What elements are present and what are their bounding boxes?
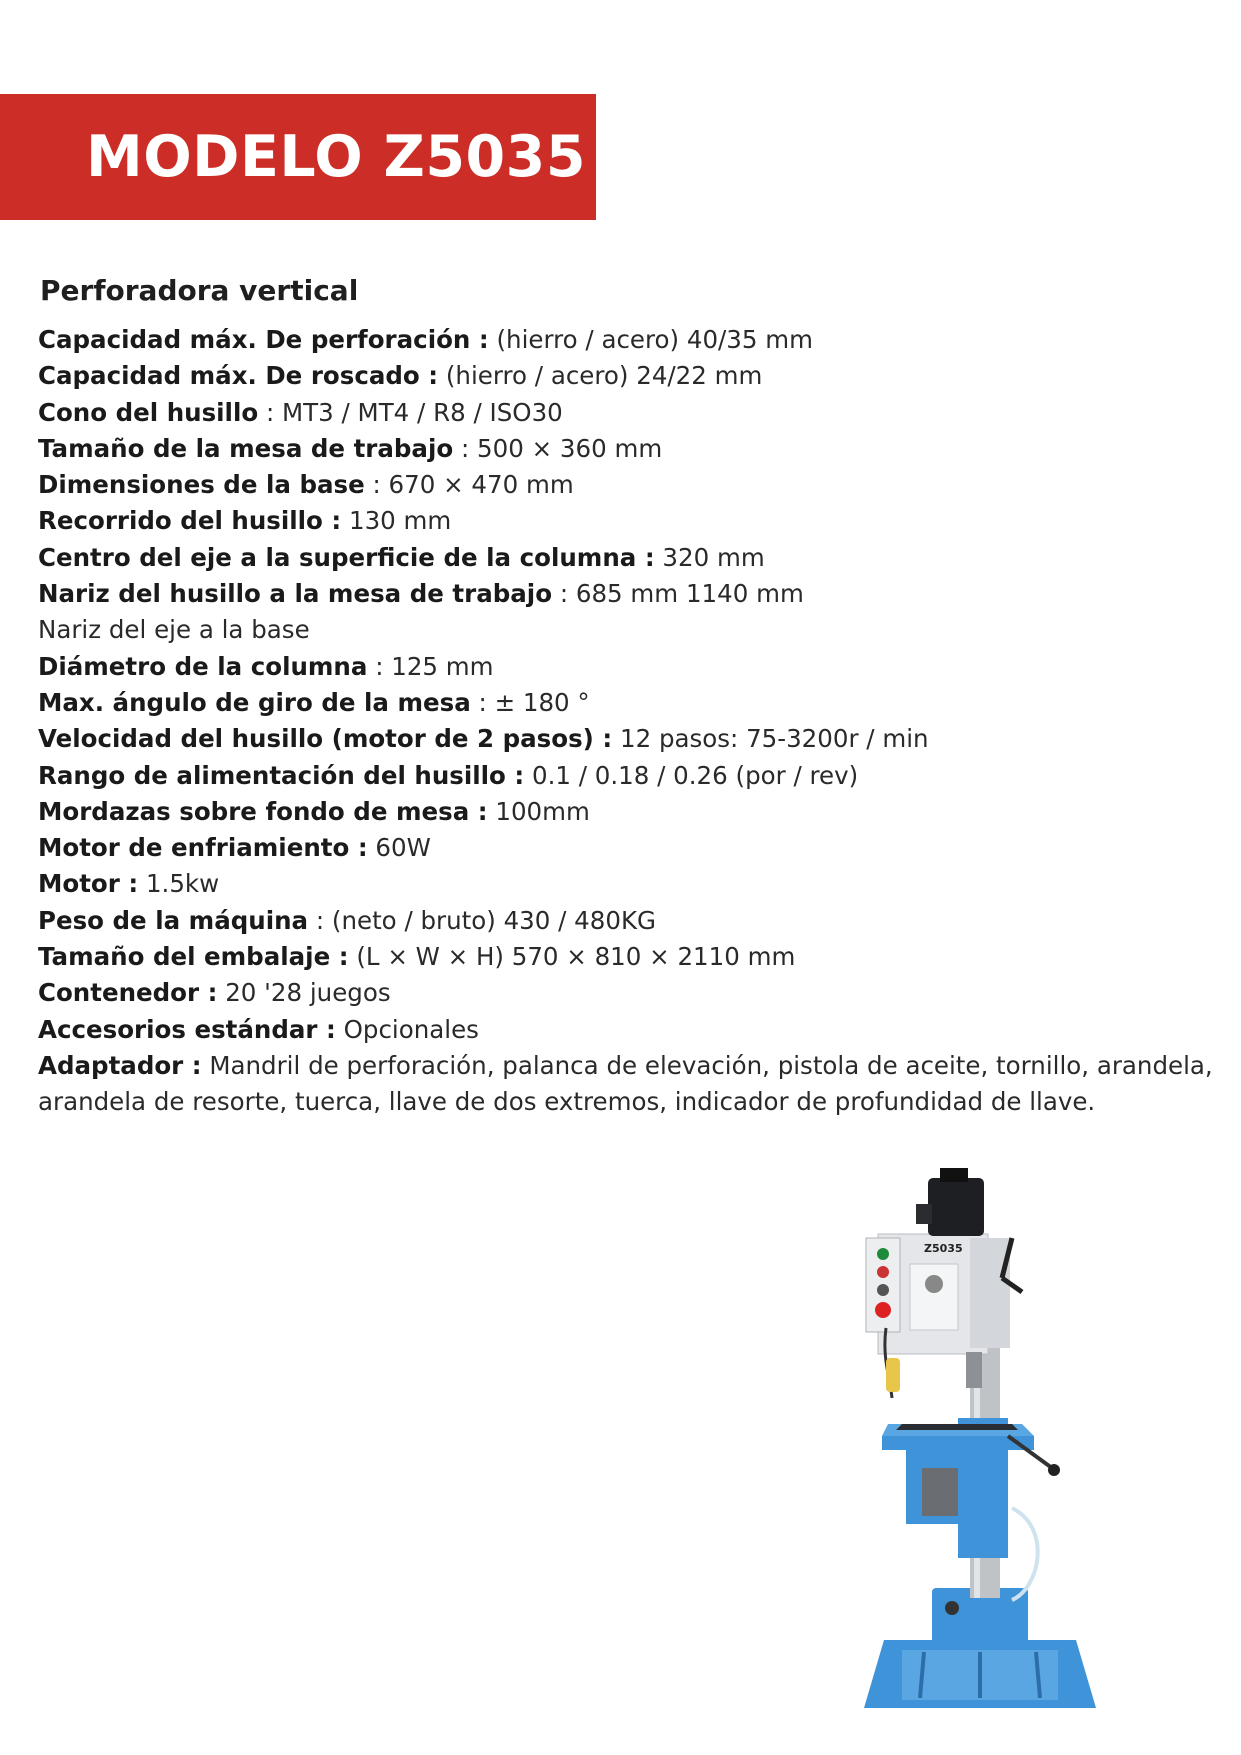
spec-item: Cono del husillo : MT3 / MT4 / R8 / ISO30 xyxy=(38,397,563,427)
spec-item-accessories: Adaptador : Mandril de perforación, palanca de elevación, pistola de aceite, tornillo, arandela, arandela de resorte, tuerca, llave de dos extremos, indicador de profundidad de llave. xyxy=(38,1050,1213,1117)
spec-item: Dimensiones de la base : 670 × 470 mm xyxy=(38,470,574,500)
spec-list xyxy=(38,322,1223,1121)
spec-item: Velocidad del husillo (motor de 2 pasos) : 12 pasos: 75-3200r / min xyxy=(38,724,929,754)
spec-item: Tamaño del embalaje : (L × W × H) 570 × 810 × 2110 mm xyxy=(38,942,796,972)
emergency-stop-icon xyxy=(875,1302,891,1318)
stop-button-icon xyxy=(877,1266,889,1278)
product-subtitle: Perforadora vertical xyxy=(40,274,359,307)
model-title: MODELO Z5035 xyxy=(86,124,586,190)
spec-item: Motor de enfriamiento : 60W xyxy=(38,833,431,863)
spec-item: Rango de alimentación del husillo : 0.1 / 0.18 / 0.26 (por / rev) xyxy=(38,760,859,790)
spec-item: Nariz del husillo a la mesa de trabajo : 685 mm 1140 mm xyxy=(38,579,804,609)
spec-item: Motor : 1.5kw xyxy=(38,869,220,899)
spec-item: Max. ángulo de giro de la mesa : ± 180 ° xyxy=(38,687,590,717)
spec-item: Accesorios estándar : Opcionales xyxy=(38,1014,479,1044)
pendant-switch xyxy=(886,1358,900,1392)
spec-item: Nariz del eje a la base xyxy=(38,615,310,645)
spec-item: Centro del eje a la superficie de la columna : 320 mm xyxy=(38,542,765,572)
model-banner xyxy=(0,94,596,220)
model-plate-text: Z5035 xyxy=(924,1242,963,1255)
motor xyxy=(928,1178,984,1236)
spec-item: Mordazas sobre fondo de mesa : 100mm xyxy=(38,796,590,826)
spec-item: Capacidad máx. De roscado : (hierro / acero) 24/22 mm xyxy=(38,361,763,391)
spec-item: Capacidad máx. De perforación : (hierro / acero) 40/35 mm xyxy=(38,325,814,354)
spindle xyxy=(966,1352,982,1388)
start-button-icon xyxy=(877,1248,889,1260)
spec-item: Peso de la máquina : (neto / bruto) 430 / 480KG xyxy=(38,905,656,935)
drill-press-image xyxy=(862,1168,1098,1710)
spec-item: Recorrido del husillo : 130 mm xyxy=(38,506,452,536)
spec-item: Tamaño de la mesa de trabajo : 500 × 360 mm xyxy=(38,433,663,463)
spec-item: Contenedor : 20 '28 juegos xyxy=(38,978,391,1008)
spec-item: Diámetro de la columna : 125 mm xyxy=(38,651,494,681)
